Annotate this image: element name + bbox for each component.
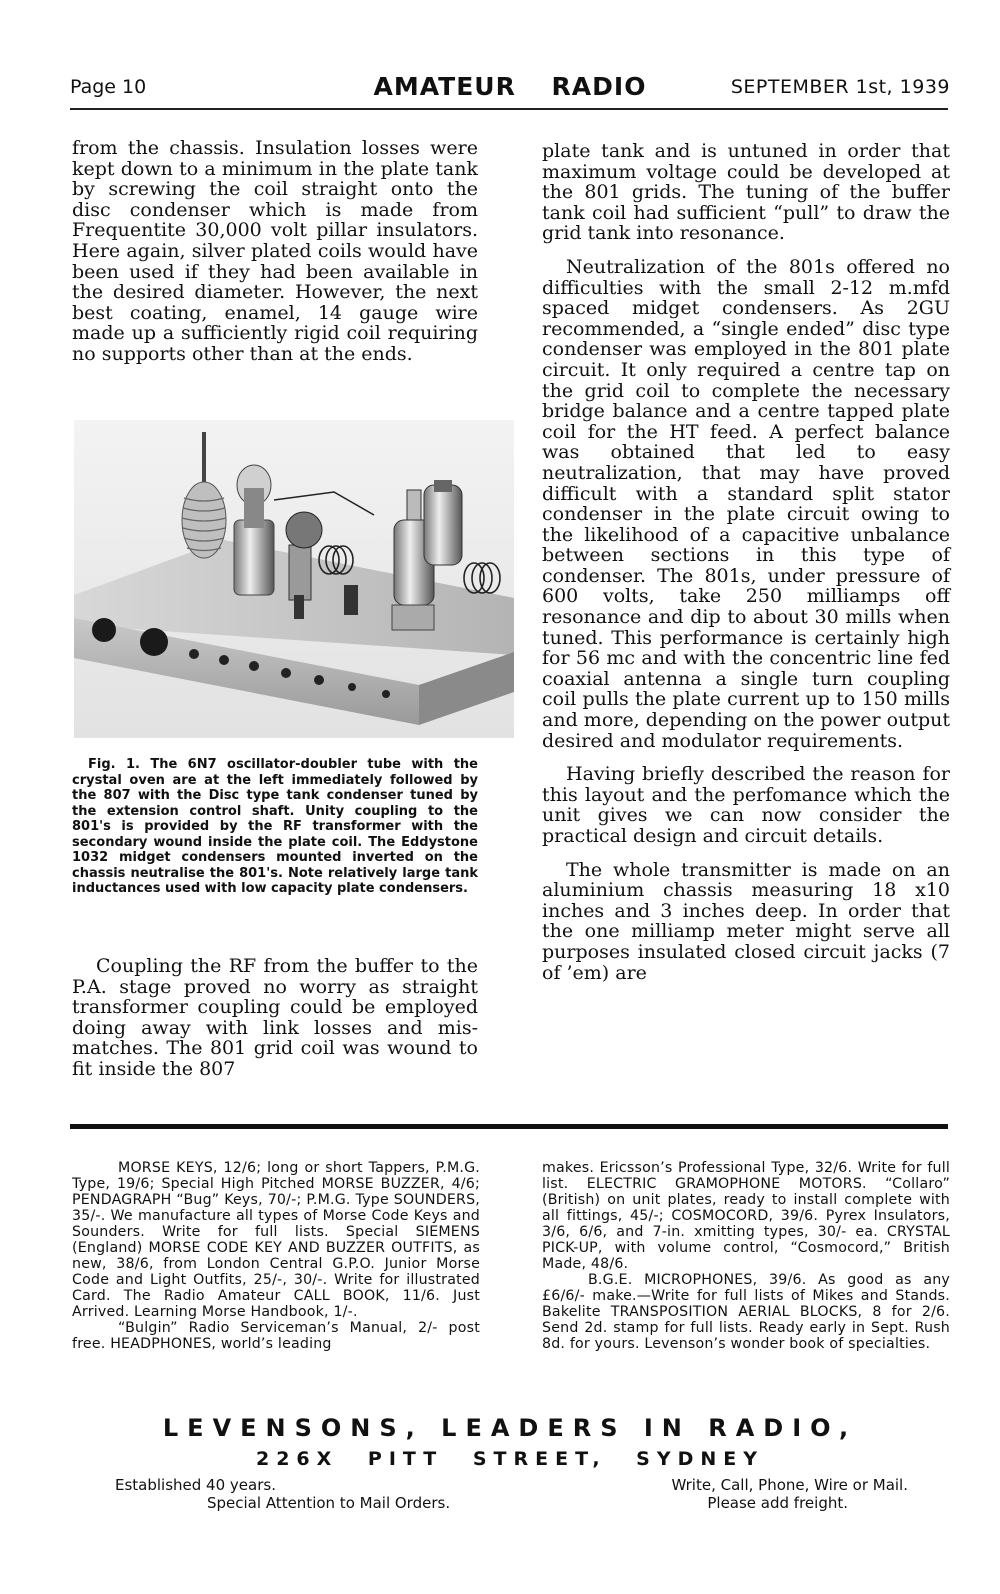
page-header: [70, 72, 950, 106]
left-paragraph-2: Coupling the RF from the buffer to the P.A. stage proved no worry as straight transformer coupling could be employed doing away with link losses and mis-matches. The 801 grid coil was wound to fit inside the 807: [72, 955, 478, 1080]
right-column: [542, 141, 950, 983]
right-paragraph-2: Neutralization of the 801s offered no difficulties with the small 2-12 m.mfd spaced midget condensers. As 2GU recommended, a “single ended” disc type condenser was employed in the 801 plate circuit. It only required a centre tap on the grid coil to complete the necessary bridge balance and a centre tapped plate coil for the HT feed. A perfect balance was obtained that led to easy neutralization, that may have proved difficult with a standard split stator condenser in the plate circuit owing to the likelihood of a capacitive unbalance between sections in this type of condenser. The 801s, under pressure of 600 volts, take 250 milliamps off resonance and dip to about 30 mills when tuned. This performance is certainly high for 56 mc and with the concentric line fed coaxial antenna a single turn coupling coil pulls the plate current up to 150 mills and more, depending on the power output desired and modulator requirements.: [542, 255, 950, 752]
left-column-top: [72, 138, 478, 365]
advert-right-column: [542, 1160, 950, 1352]
freight-note: Please add freight.: [707, 1494, 848, 1512]
left-paragraph-1: from the chassis. Insulation losses were kept down to a minimum in the plate tank by screwing the coil straight onto the disc condenser which is made from Frequentite 30,000 volt pillar insulators. Here again, silver plated coils would have been used if they had been available in the desired diameter. However, the next best coating, enamel, 14 gauge wire made up a sufficiently rigid coil requiring no supports other than at the ends.: [72, 137, 478, 365]
contact-note: Write, Call, Phone, Wire or Mail.: [671, 1476, 908, 1494]
page-number: Page 10: [70, 76, 147, 98]
issue-date: SEPTEMBER 1st, 1939: [730, 76, 950, 98]
left-column-bottom: [72, 956, 478, 1080]
advertiser-name: LEVENSONS, LEADERS IN RADIO,: [162, 1414, 858, 1442]
header-rule: [70, 108, 948, 110]
advert-left-column: [72, 1160, 480, 1352]
right-paragraph-1: plate tank and is untuned in order that maximum voltage could be developed at the 801 grids. The tuning of the buffer tank coil had sufficient “pull” to draw the grid tank into resonance.: [542, 140, 950, 245]
advert-right-paragraph-1: makes. Ericsson’s Professional Type, 32/6. Write for full list. ELECTRIC GRAMOPHONE MOTORS. “Collaro” (British) on unit plates, ready to install complete with all fittings, 45/-; COSMOCORD, 39/6. Pyrex Insulators, 3/6, 6/6, and 7-in. xmitting types, 30/- ea. CRYSTAL PICK-UP, with volume control, “Cosmocord,” British Made, 48/6.: [542, 1160, 950, 1272]
advert-left-paragraph-1: MORSE KEYS, 12/6; long or short Tappers, P.M.G. Type, 19/6; Special High Pitched MORSE BUZZER, 4/6; PENDAGRAPH “Bug” Keys, 70/-; P.M.G. Type SOUNDERS, 35/-. We manufacture all types of Morse Code Keys and Sounders. Write for full lists. Special SIEMENS (England) MORSE CODE KEY AND BUZZER OUTFITS, as new, 38/6, from London Central G.P.O. Junior Morse Code and Light Outfits, 25/-, 30/-. Write for illustrated Card. The Radio Amateur CALL BOOK, 11/6. Just Arrived. Learning Morse Handbook, 1/-.: [72, 1160, 480, 1320]
figure-caption-text: Fig. 1. The 6N7 oscillator-doubler tube with the crystal oven are at the left immediately followed by the 807 with the Disc type tank condenser tuned by the extension control shaft. Unity coupling to the 801's is provided by the RF transformer with the secondary wound inside the plate coil. The Eddystone 1032 midget condensers mounted inverted on the chassis neutralise the 801's. Note relatively large tank inductances used with low capacity plate condensers.: [72, 757, 478, 896]
right-paragraph-4: The whole transmitter is made on an aluminium chassis measuring 18 x10 inches and 3 inches deep. In order that the one milliamp meter might serve all purposes insulated closed circuit jacks (7 of ’em) are: [542, 858, 950, 984]
advert-right-paragraph-2: B.G.E. MICROPHONES, 39/6. As good as any £6/6/- make.—Write for full lists of Mikes and Stands. Bakelite TRANSPOSITION AERIAL BLOCKS, 8 for 2/6. Send 2d. stamp for full lists. Ready early in Sept. Rush 8d. for yours. Levenson’s wonder book of specialties.: [542, 1272, 950, 1352]
right-paragraph-3: Having briefly described the reason for this layout and the perfomance which the unit gives we can now consider the practical design and circuit details.: [542, 763, 950, 847]
magazine-title: AMATEUR RADIO: [373, 72, 647, 101]
established-note: Established 40 years.: [115, 1476, 276, 1494]
advert-divider: [70, 1124, 948, 1129]
advert-left-paragraph-2: “Bulgin” Radio Serviceman’s Manual, 2/- post free. HEADPHONES, world’s leading: [72, 1320, 480, 1352]
advertiser-address: 226X PITT STREET, SYDNEY: [255, 1448, 765, 1470]
transmitter-chassis-illustration: [74, 420, 514, 738]
transmitter-photo: [74, 420, 514, 738]
figure-caption: [72, 757, 478, 897]
mail-orders-note: Special Attention to Mail Orders.: [207, 1494, 451, 1512]
